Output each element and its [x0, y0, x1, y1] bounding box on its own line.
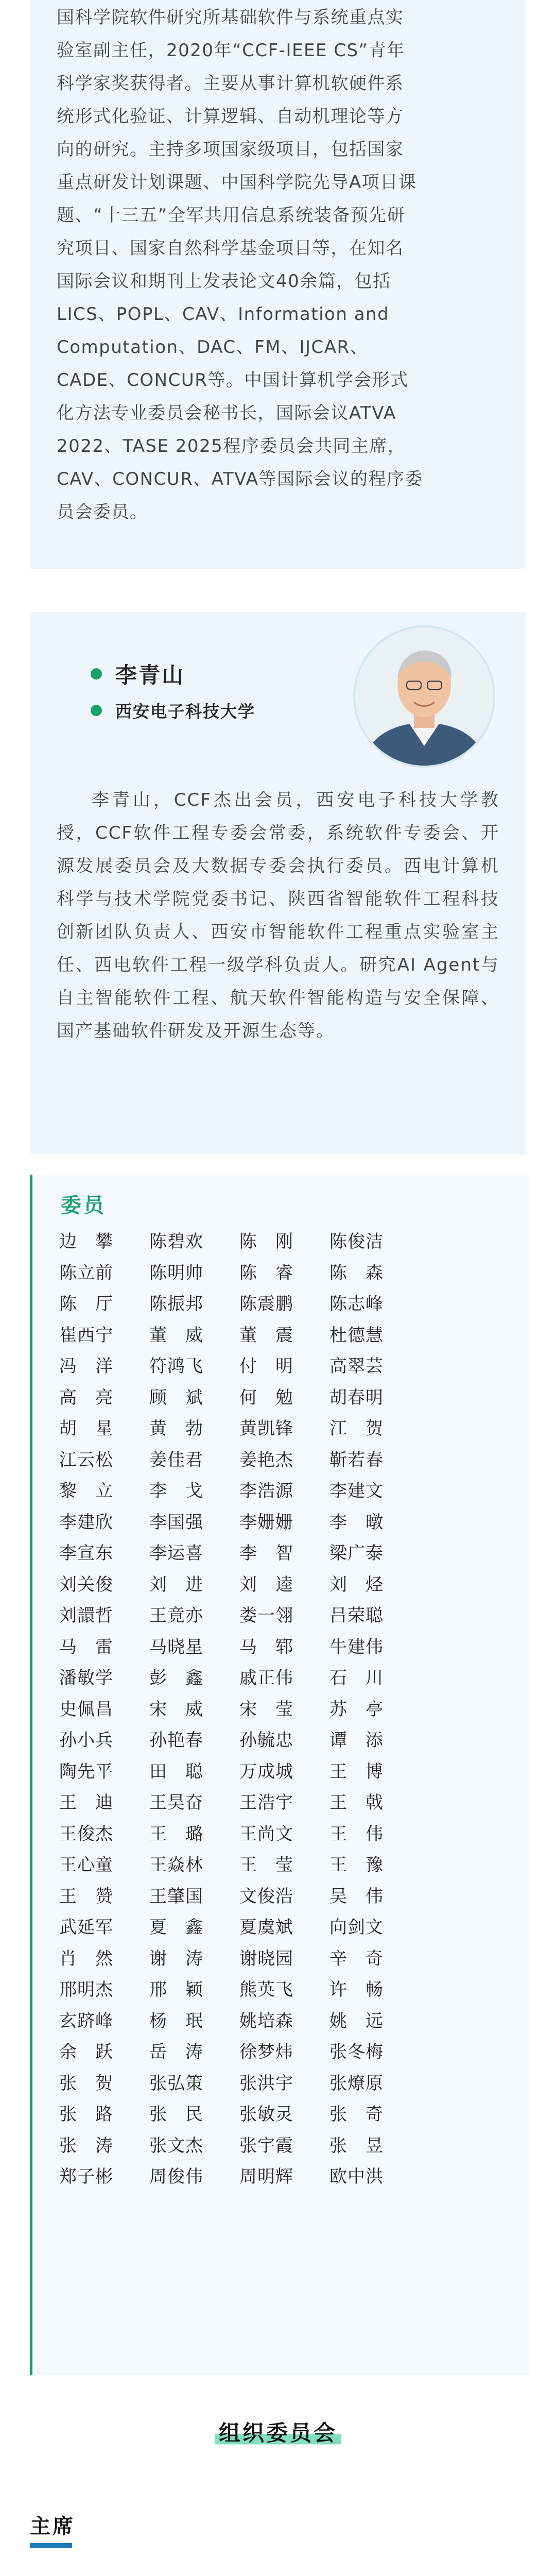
member-name: 文俊浩 [239, 1886, 293, 1907]
member-name: 娄一翎 [239, 1605, 293, 1626]
member-name: 胡 星 [59, 1418, 113, 1439]
member-name: 陈立前 [59, 1262, 113, 1283]
person-org: 西安电子科技大学 [115, 702, 256, 721]
member-name: 陈明帅 [149, 1262, 203, 1283]
member-name: 余 跃 [59, 2042, 113, 2062]
member-name: 辛 奇 [329, 1948, 384, 1969]
section-heading [0, 2416, 556, 2449]
member-name: 宋 莹 [239, 1699, 293, 1720]
member-name: 孙毓忠 [239, 1730, 293, 1751]
member-name: 彭 鑫 [149, 1668, 203, 1688]
bullet-dot [91, 668, 102, 680]
member-name: 王 伟 [329, 1823, 384, 1844]
member-name: 戚正伟 [239, 1668, 293, 1688]
member-name: 王 博 [329, 1761, 384, 1782]
member-name: 李运喜 [149, 1543, 203, 1564]
member-name: 崔西宁 [59, 1325, 113, 1346]
member-name: 张 民 [149, 2104, 203, 2125]
bullet-dot [91, 705, 102, 716]
member-name: 黄凯锋 [239, 1418, 293, 1439]
member-name: 张洪宇 [239, 2073, 293, 2094]
member-name: 许 畅 [329, 1979, 384, 2000]
member-name: 王心童 [59, 1855, 113, 1875]
member-name: 苏 亭 [329, 1699, 384, 1720]
bio-line: 国际会议和期刊上发表论文40余篇，包括 [57, 271, 391, 292]
member-name: 马晓星 [149, 1636, 203, 1657]
member-name: 刘 逵 [239, 1574, 293, 1595]
member-name: 王 迪 [59, 1792, 113, 1813]
member-name: 吕荣聪 [329, 1605, 384, 1626]
member-name: 张 奇 [329, 2104, 384, 2125]
member-name: 周明辉 [239, 2166, 293, 2187]
bio-line: 化方法专业委员会秘书长，国际会议ATVA [57, 403, 396, 423]
member-name: 边 攀 [59, 1231, 113, 1252]
member-name: 向剑文 [329, 1917, 384, 1938]
member-name: 牛建伟 [329, 1636, 384, 1657]
member-name: 刘关俊 [59, 1574, 113, 1595]
member-name: 陈 厅 [59, 1294, 113, 1314]
member-name: 杜德慧 [329, 1325, 384, 1346]
person-bio: 李青山，CCF杰出会员，西安电子科技大学教授，CCF软件工程专委会常委，系统软件专委会、开源发展委员会及大数据专委会执行委员。西电计算机科学与技术学院党委书记、陕西省智能软件工程科技创新团队负责人、西安市智能软件工程重点实验室主任、西电软件工程一级学科负责人。研究AI Agent与自主智能软件工程、航天软件智能构造与安全保障、国产基础软件研发及开源生态等。 [57, 790, 499, 1041]
bio-text-previous [57, 1, 510, 529]
chair-title-underline [30, 2543, 72, 2548]
member-name: 肖 然 [59, 1948, 113, 1969]
person-org-row [91, 699, 255, 722]
member-name: 宋 威 [149, 1699, 203, 1720]
member-name: 夏虞斌 [239, 1917, 293, 1938]
bio-card-previous [30, 0, 526, 569]
member-name: 冯 洋 [59, 1356, 113, 1377]
member-name: 谢晓园 [239, 1948, 293, 1969]
member-name: 王尚文 [239, 1823, 293, 1844]
member-name: 靳若春 [329, 1449, 384, 1470]
bio-line: 究项目、国家自然科学基金项目等，在知名 [57, 238, 404, 259]
member-name: 刘譞哲 [59, 1605, 113, 1626]
member-name: 刘 烃 [329, 1574, 384, 1595]
members-grid [59, 1226, 420, 2193]
member-name: 张燎原 [329, 2073, 384, 2094]
member-name: 谢 涛 [149, 1948, 203, 1969]
member-name: 陈振邦 [149, 1294, 203, 1314]
member-name: 王 豫 [329, 1855, 384, 1875]
bio-line: Computation、DAC、FM、IJCAR、 [57, 337, 369, 358]
member-name: 董 威 [149, 1325, 203, 1346]
member-name: 夏 鑫 [149, 1917, 203, 1938]
member-name: 张 路 [59, 2104, 113, 2125]
bio-line: 验室副主任，2020年“CCF-IEEE CS”青年 [57, 40, 405, 61]
member-name: 李 戈 [149, 1481, 203, 1501]
member-name: 万成城 [239, 1761, 293, 1782]
members-panel [30, 1175, 529, 2375]
member-name: 孙艳春 [149, 1730, 203, 1751]
member-name: 黄 勃 [149, 1418, 203, 1439]
member-name: 田 聪 [149, 1761, 203, 1782]
member-name: 张 贺 [59, 2073, 113, 2094]
bio-line: 重点研发计划课题、中国科学院先导A项目课 [57, 172, 417, 193]
section-title: 组织委员会 [215, 2416, 341, 2449]
bio-line: 向的研究。主持多项国家级项目，包括国家 [57, 139, 404, 160]
member-name: 陈震鹏 [239, 1294, 293, 1314]
member-name: 王昊奋 [149, 1792, 203, 1813]
member-name: 杨 珉 [149, 2010, 203, 2031]
member-name: 陈 睿 [239, 1262, 293, 1283]
member-name: 欧中洪 [329, 2166, 384, 2187]
member-name: 刘 进 [149, 1574, 203, 1595]
member-name: 李建欣 [59, 1512, 113, 1533]
member-name: 陈 刚 [239, 1231, 293, 1252]
portrait-image [355, 628, 493, 766]
member-name: 陈 森 [329, 1262, 384, 1283]
avatar-photo [353, 625, 495, 768]
member-name: 陈志峰 [329, 1294, 384, 1314]
member-name: 邢 颖 [149, 1979, 203, 2000]
member-name: 史佩昌 [59, 1699, 113, 1720]
member-name: 王竟亦 [149, 1605, 203, 1626]
member-name: 李 智 [239, 1543, 293, 1564]
member-name: 谭 添 [329, 1730, 384, 1751]
member-name: 李宣东 [59, 1543, 113, 1564]
member-name: 吴 伟 [329, 1886, 384, 1907]
person-name: 李青山 [115, 663, 185, 688]
member-name: 梁广泰 [329, 1543, 384, 1564]
member-name: 姚培森 [239, 2010, 293, 2031]
member-name: 王 赞 [59, 1886, 113, 1907]
member-name: 岳 涛 [149, 2042, 203, 2062]
bio-line: 科学家奖获得者。主要从事计算机软硬件系 [57, 73, 404, 94]
member-name: 王浩宇 [239, 1792, 293, 1813]
member-name: 马 雷 [59, 1636, 113, 1657]
chair-heading [30, 2510, 75, 2539]
person-name-row [91, 658, 185, 689]
member-name: 王肇国 [149, 1886, 203, 1907]
member-name: 李 暾 [329, 1512, 384, 1533]
member-name: 何 勉 [239, 1387, 293, 1408]
bio-line: CADE、CONCUR等。中国计算机学会形式 [57, 370, 409, 391]
member-name: 姚 远 [329, 2010, 384, 2031]
member-name: 王 璐 [149, 1823, 203, 1844]
member-name: 周俊伟 [149, 2166, 203, 2187]
member-name: 陈俊洁 [329, 1231, 384, 1252]
member-name: 高翠芸 [329, 1356, 384, 1377]
member-name: 邢明杰 [59, 1979, 113, 2000]
member-name: 张敏灵 [239, 2104, 293, 2125]
member-name: 李姗姗 [239, 1512, 293, 1533]
member-name: 徐梦炜 [239, 2042, 293, 2062]
member-name: 陶先平 [59, 1761, 113, 1782]
bio-line: CAV、CONCUR、ATVA等国际会议的程序委 [57, 469, 423, 489]
member-name: 张宇霞 [239, 2135, 293, 2156]
member-name: 姜艳杰 [239, 1449, 293, 1470]
person-card-li-qingshan [30, 612, 526, 1154]
member-name: 张冬梅 [329, 2042, 384, 2062]
member-name: 王焱林 [149, 1855, 203, 1875]
member-name: 王 戟 [329, 1792, 384, 1813]
member-name: 董 震 [239, 1325, 293, 1346]
member-name: 高 亮 [59, 1387, 113, 1408]
member-name: 玄跻峰 [59, 2010, 113, 2031]
members-title: 委员 [61, 1194, 106, 1217]
member-name: 黎 立 [59, 1481, 113, 1501]
member-name: 石 川 [329, 1668, 384, 1688]
chair-title: 主席 [30, 2515, 75, 2538]
member-name: 姜佳君 [149, 1449, 203, 1470]
bio-line: 统形式化验证、计算逻辑、自动机理论等方 [57, 106, 404, 127]
member-name: 王俊杰 [59, 1823, 113, 1844]
member-name: 胡春明 [329, 1387, 384, 1408]
bio-line: LICS、POPL、CAV、Information and [57, 304, 390, 325]
member-name: 李国强 [149, 1512, 203, 1533]
member-name: 江 贺 [329, 1418, 384, 1439]
member-name: 孙小兵 [59, 1730, 113, 1751]
member-name: 张文杰 [149, 2135, 203, 2156]
member-name: 郑子彬 [59, 2166, 113, 2187]
member-name: 顾 斌 [149, 1387, 203, 1408]
member-name: 江云松 [59, 1449, 113, 1470]
member-name: 熊英飞 [239, 1979, 293, 2000]
bio-line: 员会委员。 [57, 502, 148, 522]
member-name: 李浩源 [239, 1481, 293, 1501]
member-name: 武延军 [59, 1917, 113, 1938]
member-name: 付 明 [239, 1356, 293, 1377]
member-name: 张 涛 [59, 2135, 113, 2156]
member-name: 李建文 [329, 1481, 384, 1501]
bio-line: 国科学院软件研究所基础软件与系统重点实 [57, 7, 404, 28]
member-name: 陈碧欢 [149, 1231, 203, 1252]
member-name: 王 莹 [239, 1855, 293, 1875]
member-name: 潘敏学 [59, 1668, 113, 1688]
member-name: 张弘策 [149, 2073, 203, 2094]
bio-line: 2022、TASE 2025程序委员会共同主席， [57, 436, 406, 456]
member-name: 马 郓 [239, 1636, 293, 1657]
member-name: 符鸿飞 [149, 1356, 203, 1377]
bio-line: 题、“十三五”全军共用信息系统装备预先研 [57, 205, 406, 226]
member-name: 张 昱 [329, 2135, 384, 2156]
